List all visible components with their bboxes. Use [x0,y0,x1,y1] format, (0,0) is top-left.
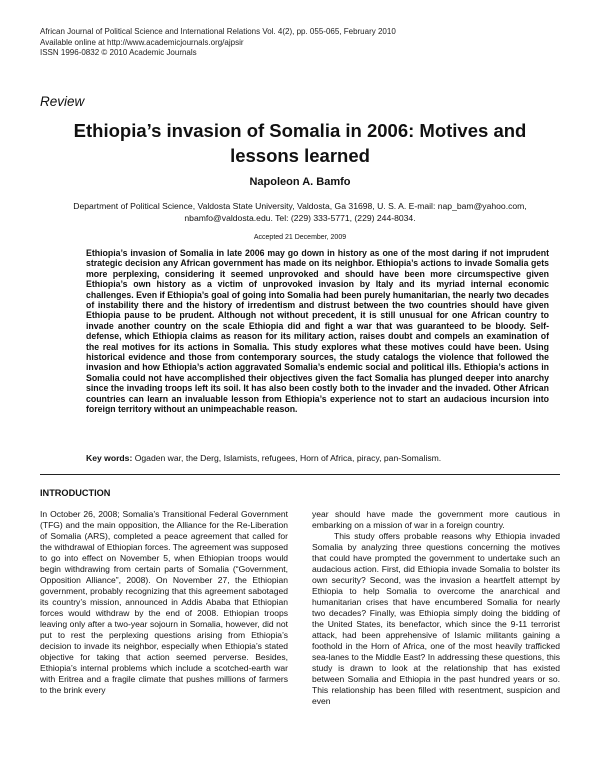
intro-paragraph-2: This study offers probable reasons why Ethiopia invaded Somalia by analyzing three questions concerning the motives that could have prompted the government to undertake such an audacious action. First, did Ethiopia invade Somalia to bolster its own security? Second, was the invasion a heartfelt attempt by Ethiopia to help Somalia to overcome the anarchical and humanitarian crises that have encumbered Somalia for nearly two decades? Finally, was Ethiopia simply doing the bidding of the United States, its benefactor, which since the 9-11 terrorist attack, had been apprehensive of Islamic militants gaining a foothold in the Horn of Africa, one of the most heavily trafficked sea-lanes to the Middle East? In addressing these questions, this study is drawn to look at the relationship that has existed between Somalia and Ethiopia in the past hundred years or so. This relationship has been filled with resentment, suspicion and even [312,531,560,706]
article-type-label: Review [40,94,85,109]
keywords-label: Key words: [86,453,133,463]
availability-line: Available online at http://www.academicjournals.org/ajpsir [40,37,244,47]
title-line-2: lessons learned [230,145,370,166]
journal-citation: African Journal of Political Science and International Relations Vol. 4(2), pp. 055-065, February 2010 [40,27,396,36]
intro-paragraph-1-continued: year should have made the government more cautious in embarking on a mission of war in a foreign country. [312,509,560,530]
keywords [86,453,549,463]
abstract: Ethiopia’s invasion of Somalia in late 2006 may go down in history as one of the most daring if not imprudent strategic decision any African government has made on its neighbor. Ethiopia’s actions to invade Somalia gets more perplexing, considering it seemed unprovoked and should have been more circumspective given Ethiopia’s own history as a victim of unprovoked invasion by Italy and its myriad internal economic challenges. Even if Ethiopia’s goal of going into Somalia had been purely humanitarian, the nearly two decades of instability there and the history of irredentism and distrust between the two countries should have given Ethiopia pause to be prudent. Although not without precedent, it is still unusual for one African country to invade another country on the scale Ethiopia did and fight a war that was guaranteed to be bloody. Self-defense, which Ethiopia claims as reason for its military action, raises doubt and compels an examination of the real motives for its actions in Somalia. This study explores what these motives could have been. Using historical evidence and those from contemporary sources, the study catalogs the violence that followed the invasion and how Ethiopia’s action aggravated Somalia’s endemic social and political ills. Ethiopia’s actions in Somalia could not have accomplished their objectives given the fact Somalia has plunged deeper into anarchy since the invading troops left its soil. It has also been costly both to the invader and the invaded. Other African countries can learn an invaluable lesson from Ethiopia’s experience not to start an audacious incursion into foreign territory without an unimpeachable reason. [86,248,549,415]
journal-header [40,27,396,59]
affiliation-line-1: Department of Political Science, Valdosta State University, Valdosta, Ga 31698, U. S. A. E-mail: nap_bam@yahoo.com, [73,201,527,211]
issn-line: ISSN 1996-0832 © 2010 Academic Journals [40,48,197,57]
affiliation-line-2: nbamfo@valdosta.edu. Tel: (229) 333-5771, (229) 244-8034. [184,213,416,223]
introduction-heading: INTRODUCTION [40,488,111,498]
author-name: Napoleon A. Bamfo [249,176,351,188]
article-title [40,118,560,168]
section-divider [40,474,560,475]
keywords-list: Ogaden war, the Derg, Islamists, refugees, Horn of Africa, piracy, pan-Somalism. [132,453,442,463]
intro-paragraph-1: In October 26, 2008; Somalia’s Transitional Federal Government (TFG) and the main opposition, the Alliance for the Re-Liberation of Somalia (ARS), completed a peace agreement that called for the withdrawal of Ethiopian forces. The agreement was supposed to go into effect on November 5, when Ethiopian troops would begin withdrawing from certain parts of Somalia (“Government, Opposition Alliance”, 2008). On November 27, the Ethiopian government, probably recognizing that this agreement sabotaged its country’s mission, announced in Addis Ababa that Ethiopian forces would withdraw by the end of 2008. Ethiopian troops leaving only after a two-year sojourn in Somalia, however, did not put to rest the perplexing questions arising from Ethiopia’s decision to invade its neighbor, especially when Ethiopia’s stated objective for taking that action seemed perverse. Besides, Ethiopia’s internal problems which include a scotched-earth war with Eritrea and a fragile climate that pushes millions of farmers to the brink every [40,509,288,695]
right-column [312,509,560,707]
accepted-date: Accepted 21 December, 2009 [253,234,347,241]
title-line-1: Ethiopia’s invasion of Somalia in 2006: Motives and [73,120,527,141]
left-column [40,509,288,696]
author-affiliation [40,200,560,224]
